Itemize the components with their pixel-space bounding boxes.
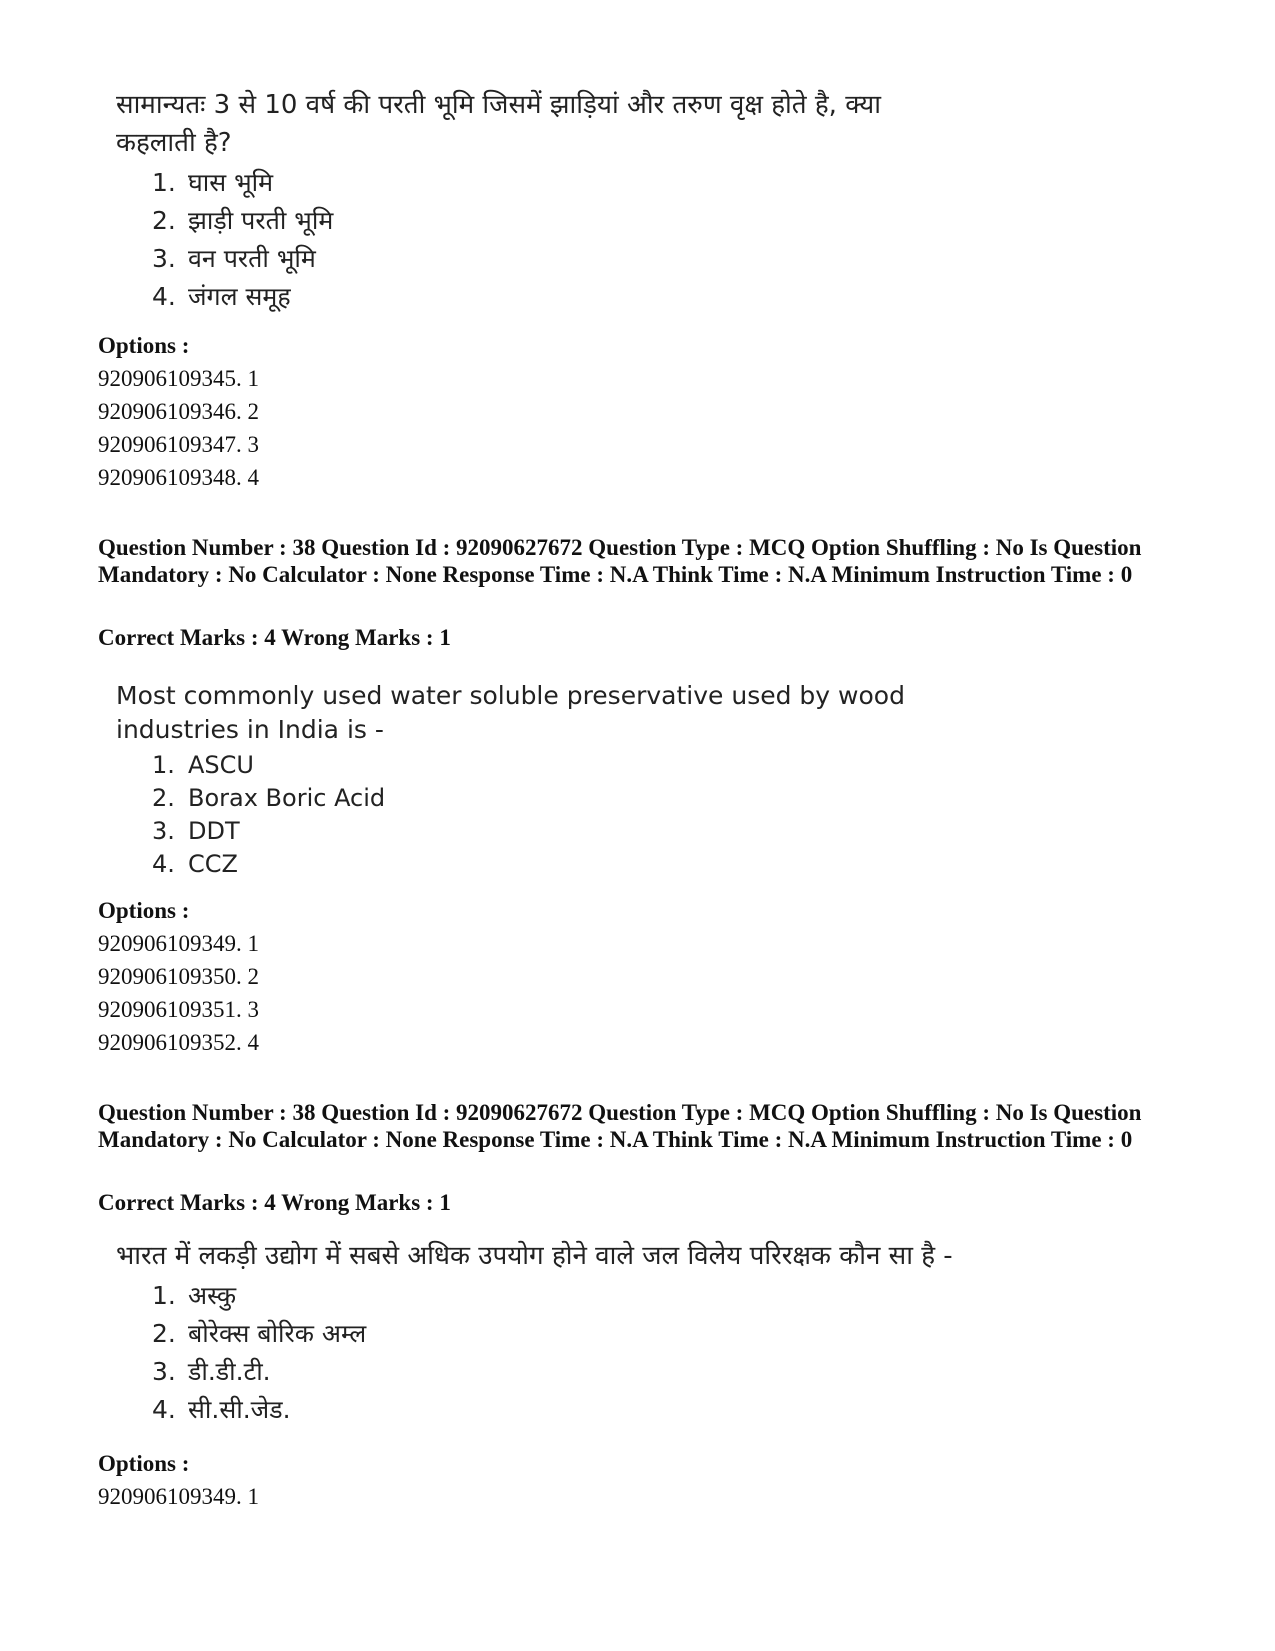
q38-en-choice-2: 2. Borax Boric Acid: [152, 784, 386, 812]
q38-en-choice-list: [152, 749, 936, 881]
q38-en-question-image: [116, 679, 936, 881]
q38-en-choice-3: 3. DDT: [152, 817, 240, 845]
q38-en-marks: Correct Marks : 4 Wrong Marks : 1: [98, 625, 451, 650]
q37-option-2: 920906109346. 2: [98, 399, 259, 424]
q38-hi-choice-list: [152, 1277, 1016, 1429]
q38-en-meta: Question Number : 38 Question Id : 92090627672 Question Type : MCQ Option Shuffling : No Is Question Mandatory : No Calculator : None Response Time : N.A Think Time : N.A Minimum Instruction Time : 0: [98, 535, 1142, 587]
q37-options-heading: Options :: [98, 333, 190, 358]
q38-hi-question-image: [116, 1237, 1016, 1429]
q37-question-image: [116, 86, 956, 316]
q37-choice-2: 2. झाड़ी परती भूमि: [152, 206, 334, 235]
q37-question-text: सामान्यतः 3 से 10 वर्ष की परती भूमि जिसमें झाड़ियां और तरुण वृक्ष होते है, क्या कहलाती है?: [116, 90, 881, 158]
q37-choice-3: 3. वन परती भूमि: [152, 244, 316, 273]
q38-hi-meta: Question Number : 38 Question Id : 92090627672 Question Type : MCQ Option Shuffling : No Is Question Mandatory : No Calculator : None Response Time : N.A Think Time : N.A Minimum Instruction Time : 0: [98, 1100, 1142, 1152]
q38-en-choice-4: 4. CCZ: [152, 850, 238, 878]
q38-en-choice-1: 1. ASCU: [152, 751, 254, 779]
q37-option-1: 920906109345. 1: [98, 366, 259, 391]
q38-hi-choice-3: 3. डी.डी.टी.: [152, 1357, 271, 1386]
q38-en-option-3: 920906109351. 3: [98, 997, 259, 1022]
q38-en-options-heading: Options :: [98, 898, 190, 923]
q37-option-4: 920906109348. 4: [98, 465, 259, 490]
q38-en-option-2: 920906109350. 2: [98, 964, 259, 989]
q38-hi-choice-4: 4. सी.सी.जेड.: [152, 1395, 291, 1424]
q37-choice-4: 4. जंगल समूह: [152, 282, 291, 311]
q37-choice-1: 1. घास भूमि: [152, 168, 274, 197]
q38-en-options-list: [98, 927, 259, 1059]
q37-choice-list: [152, 164, 956, 316]
q37-option-3: 920906109347. 3: [98, 432, 259, 457]
q38-hi-options-list: [98, 1480, 259, 1513]
q38-en-question-text: Most commonly used water soluble preservative used by wood industries in India is -: [116, 681, 905, 744]
q38-hi-options-heading: Options :: [98, 1451, 190, 1476]
q38-hi-question-text: भारत में लकड़ी उद्योग में सबसे अधिक उपयोग होने वाले जल विलेय परिरक्षक कौन सा है -: [116, 1241, 953, 1271]
q38-en-option-4: 920906109352. 4: [98, 1030, 259, 1055]
q38-hi-marks: Correct Marks : 4 Wrong Marks : 1: [98, 1190, 451, 1215]
q38-hi-option-1: 920906109349. 1: [98, 1484, 259, 1509]
q37-options-list: [98, 362, 259, 494]
q38-hi-choice-2: 2. बोरेक्स बोरिक अम्ल: [152, 1319, 367, 1348]
q38-hi-choice-1: 1. अस्कु: [152, 1281, 237, 1310]
q38-en-option-1: 920906109349. 1: [98, 931, 259, 956]
